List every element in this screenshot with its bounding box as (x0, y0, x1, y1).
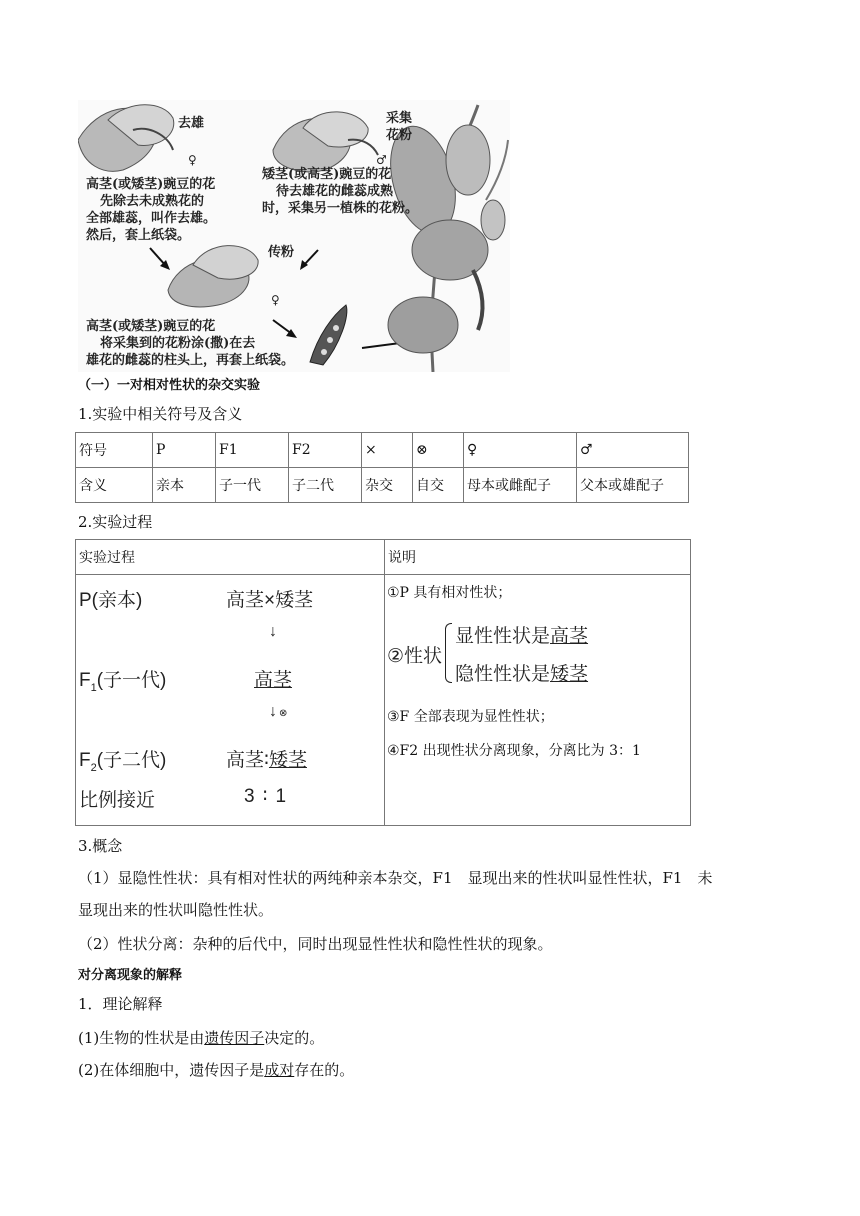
note-1: ①P 具有相对性状； (387, 585, 512, 601)
label-collect-pollen-2: 花粉 (386, 128, 413, 143)
tall-desc-1: 先除去未成熟花的 (100, 194, 205, 209)
ratio-value: 3 ∶ 1 (244, 786, 287, 807)
pea-cross-figure (78, 100, 510, 372)
brace-icon (445, 623, 452, 683)
process-table (75, 539, 691, 826)
table-cell: ⊗ (413, 433, 464, 468)
table-cell: 杂交 (362, 468, 413, 503)
tall-desc-3: 然后，套上纸袋。 (86, 228, 191, 243)
short-desc-1: 待去雄花的雌蕊成熟 (276, 184, 394, 199)
label-remove-stamen: 去雄 (178, 116, 205, 131)
subheading-concept: 3.概念 (78, 837, 123, 855)
f2-label: $F_2$(子二代) (79, 750, 167, 774)
tall2-desc-1: 将采集到的花粉涂(撒)在去 (100, 336, 256, 351)
concept-2: （2）性状分离：杂种的后代中，同时出现显性性状和隐性性状的现象。 (78, 935, 553, 953)
subheading-symbols: 1.实验中相关符号及含义 (78, 405, 243, 423)
concept-1-line-1: （1）显隐性性状：具有相对性状的两纯种亲本杂交，F1 显现出来的性状叫显性性状，F1 未 (78, 869, 713, 887)
note-2-prefix: ②性状 (387, 646, 443, 667)
table-cell: 自交 (413, 468, 464, 503)
table-cell: ♀ (464, 433, 577, 468)
table-cell: 子一代 (216, 468, 289, 503)
header-process: 实验过程 (76, 540, 385, 575)
table-cell: 父本或雄配子 (577, 468, 689, 503)
symbols-table (75, 432, 689, 503)
f1-value: 高茎 (254, 670, 293, 691)
p-value: 高茎×矮茎 (226, 590, 314, 611)
theory-2: (2)在体细胞中，遗传因子是成对存在的。 (78, 1061, 355, 1079)
tall-flower-caption-2: 高茎(或矮茎)豌豆的花 (86, 319, 216, 334)
header-notes: 说明 (385, 540, 691, 575)
table-row (76, 433, 689, 468)
self-cross-icon: ⊗ (279, 708, 288, 719)
section-title: （一）一对相对性状的杂交实验 (78, 378, 261, 393)
table-row (76, 575, 691, 826)
subheading-process: 2.实验过程 (78, 513, 153, 531)
f1-label: $F_1$(子一代) (79, 670, 167, 694)
note-2-dominant: 显性性状是高茎 (455, 626, 589, 647)
table-cell: × (362, 433, 413, 468)
female-symbol-2: ♀ (271, 293, 280, 307)
table-row (76, 540, 691, 575)
down-arrow-icon: ↓ ⊗ (269, 703, 288, 720)
f2-value: 高茎∶矮茎 (226, 750, 307, 771)
table-cell: 母本或雌配子 (464, 468, 577, 503)
p-label: P(亲本) (79, 590, 143, 611)
table-cell: P (153, 433, 216, 468)
label-pollinate: 传粉 (268, 245, 295, 260)
note-3: ③F 全部表现为显性性状； (387, 709, 554, 725)
table-cell: 含义 (76, 468, 153, 503)
section-2-title: 对分离现象的解释 (78, 968, 183, 983)
table-cell: F2 (289, 433, 362, 468)
ratio-label: 比例接近 (79, 790, 156, 811)
concept-1-line-2: 显现出来的性状叫隐性性状。 (78, 901, 274, 919)
down-arrow-icon: ↓ (269, 623, 277, 640)
short-flower-caption: 矮茎(或高茎)豌豆的花 (262, 167, 392, 182)
table-row (76, 468, 689, 503)
tall-desc-2: 全部雄蕊，叫作去雄。 (86, 211, 217, 226)
table-cell: F1 (216, 433, 289, 468)
male-symbol: ♂ (376, 153, 387, 167)
table-cell: 符号 (76, 433, 153, 468)
note-4: ④F2 出现性状分离现象，分离比为 3：1 (387, 743, 641, 759)
table-cell: 子二代 (289, 468, 362, 503)
table-cell: 亲本 (153, 468, 216, 503)
short-desc-2: 时，采集另一植株的花粉。 (262, 201, 419, 216)
female-symbol: ♀ (188, 153, 197, 167)
process-cell (76, 575, 385, 826)
table-cell: ♂ (577, 433, 689, 468)
subheading-theory: 1．理论解释 (78, 995, 163, 1013)
tall-flower-caption: 高茎(或矮茎)豌豆的花 (86, 177, 216, 192)
theory-1: (1)生物的性状是由遗传因子决定的。 (78, 1029, 325, 1047)
tall2-desc-2: 雄花的雌蕊的柱头上，再套上纸袋。 (86, 353, 295, 368)
notes-cell (385, 575, 691, 826)
label-collect-pollen: 采集 (386, 111, 413, 126)
note-2-recessive: 隐性性状是矮茎 (455, 664, 589, 685)
